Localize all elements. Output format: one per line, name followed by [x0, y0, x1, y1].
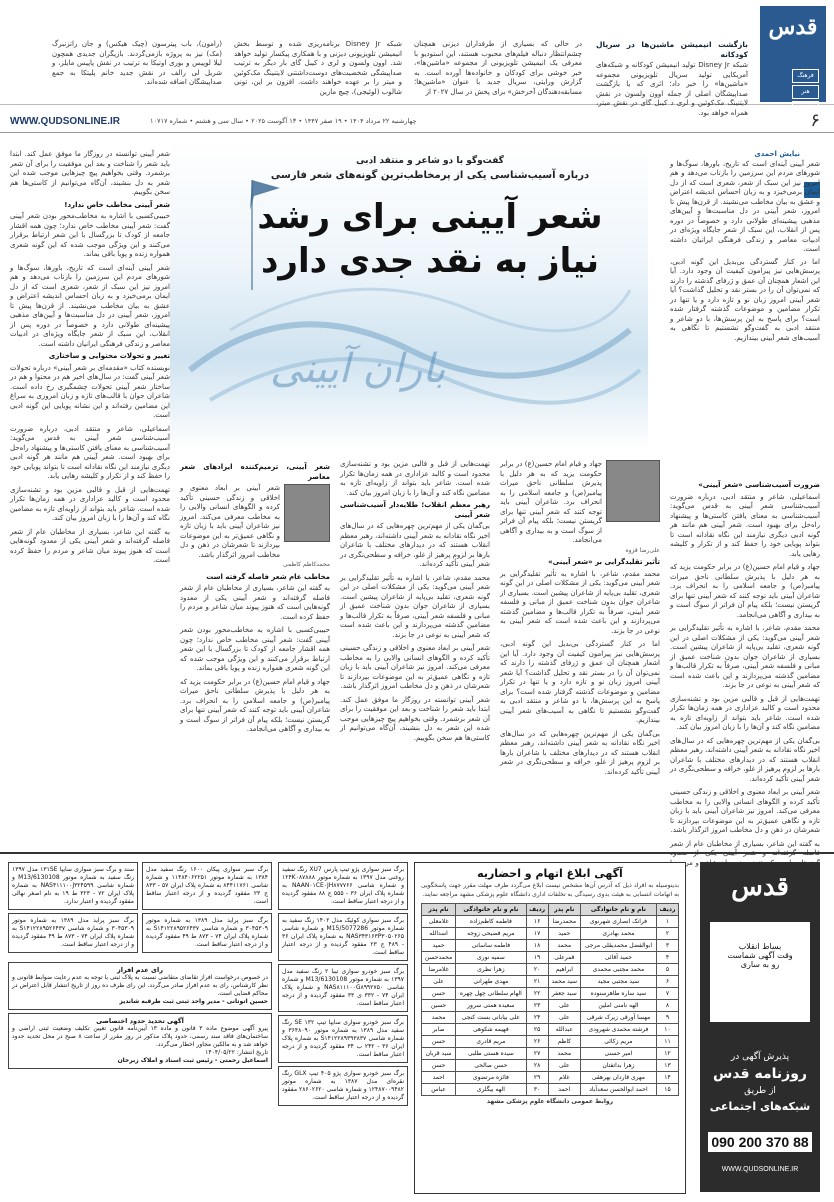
table-cell: سید مجتبی مجید: [580, 976, 656, 988]
brief-text: (رامون)، باب پیترسون (چیک هیکس) و جان راتزنبرگ (مک) نیز به پروژه بازمی‌گردند. بازیگران جدیدی همچون لیلا لوپیس و بوری اوتیکا به ترتیب در نقش پاپیس مایلز، و شریل لی رالف در نقش جدید خانم پلیتکا به جمع صداپیشگان اضافه شده‌اند.: [52, 40, 222, 86]
page-header-bar: [0, 110, 834, 133]
article-text: شعر آیینی بر ابعاد معنوی و اخلاقی و زندگی حسینی تأکید کرده و الگوهای انسانی والایی را به مخاطب معرفی می‌کند. امروز نیز شاعران آیینی باید با زبان تازه و نگاهی عمیق‌تر به این موضوعات بپردازند تا شعرشان در ذهن و دل مخاطب امروز اثرگذار باشد.: [670, 788, 820, 834]
loss-notice: سند و برگ سبز سواری سایپا ۱۳۱SE مدل ۱۳۹۷ رنگ سفید به شماره موتور M13/6130108 و شماره شاسی NAS۴۱۱۱۰۰J۳۲۴۵۹۹ به شماره پلاک ایران ۷۲ - ۳۲۳ ط ۱۹ به نام اصغر نهالی مفقود گردیده و اعتبار ندارد.: [8, 862, 138, 910]
article-text: محمد مقدم، شاعر، با اشاره به تأثیر تقلیدگرایی بر شعر آیینی می‌گوید: یکی از مشکلات اصلی در این گونه شعری، تقلید بی‌پایه از شاعران پیشین است. بسیاری از شاعران جوان بدون شناخت عمیق از مبانی و فلسفه شعر آیینی، صرفاً به تکرار قالب‌ها و مضامین گذشته می‌پردازند و این باعث شده است که شعر آیینی به نوعی در جا بزند.: [340, 573, 490, 639]
table-cell: علی: [548, 1000, 580, 1012]
table-cell: ۵: [656, 964, 678, 976]
table-cell: علی: [548, 1012, 580, 1024]
table-cell: سیده هستی طلبی: [456, 1048, 527, 1060]
table-cell: ۲۹: [526, 1072, 548, 1084]
brief-text: در حالی که بسیاری از طرفداران دیزنی همچنان چشم‌انتظار دنباله فیلم‌های محبوب هستند، این استودیو با معرفی یک انیمیشن تلویزیونی از مجموعه «ماشین‌ها»، خبر خوشی برای کودکان و خانواده‌ها آورده است. به گزارش ورایتی، سریال جدید با عنوان «ماشین‌ها؛ مسابقه‌دهندگان آخرخش» برای پخش در سال ۲۰۲۷ از: [414, 40, 582, 96]
loss-notice: برگ سبز خودرو سواری سایپا تیپ SE ۱۳۲ رنگ سفید مدل ۱۳۸۹ به شماره موتور ۳۶۴۸۰۹۰ و شماره شاسی S۱۴۱۲۲۸۹۳۹۳۸۳۷ به شماره پلاک ایران ۳۶ - ۲۴۲ ب ۳۴ مفقود گردیده و از درجه اعتبار ساقط است.: [278, 1015, 408, 1063]
legal-notice: [8, 962, 272, 1010]
article-text: جهاد و قیام امام حسین(ع) در برابر حکومت یزید که به هر دلیل با پذیرش سلطانی ناحق میراث پیامبر(ص) و جامعه اسلامی را به انحراف برد. شاعران آیینی باید توجه کنند که شعر آیینی تنها برای گریستن نیست؛ بلکه پیام آن فراتر از سوگ است و به بیداری و آگاهی می‌انجامد.: [500, 460, 602, 544]
promo-ad: [700, 862, 820, 1192]
table-cell: ۱۰: [656, 1024, 678, 1036]
table-cell: حمید آقائی: [580, 952, 656, 964]
table-row: [422, 952, 679, 964]
article-text: اما در کنار گستردگی بی‌بدیل این گونه ادبی، پرسش‌هایی نیز پیرامون کیفیت آن وجود دارد. آیا این اشعار همچنان آن عمق و ژرفای گذشته را دارند که نمی‌توان آن را در بستر نقد و تحلیل گذاشت؟ آیا شعر آیینی امروز زبان نو و تازه دارد و یا تنها در تکرار مضامین و موضوعات گذشته گرفتار شده است؟ برای پاسخ به این پرسش‌ها، با دو شاعر و منتقد ادبی به گفت‌وگو نشستیم تا نگاهی به آسیب‌های شعر آیینی بیندازیم.: [500, 640, 660, 724]
article-text: محمد مقدم، شاعر، با اشاره به تأثیر تقلیدگرایی بر شعر آیینی می‌گوید: یکی از مشکلات اصلی در این گونه شعری، تقلید بی‌پایه از شاعران پیشین است. بسیاری از شاعران جوان بدون شناخت عمیق از مبانی و فلسفه شعر آیینی، صرفاً به تکرار قالب‌ها و مضامین گذشته می‌پردازند و این باعث شده است که شعر آیینی به نوعی در جا بزند.: [500, 569, 660, 635]
table-cell: فهیمه شکوهی: [456, 1024, 527, 1036]
table-cell: محمد بهادری: [580, 928, 656, 940]
table-cell: ۲۱: [526, 976, 548, 988]
table-cell: ۱۴: [656, 1072, 678, 1084]
article-text: به گفته این شاعر، بسیاری از مخاطبان عام از شعر فاصله گرفته‌اند و شعر آیینی یکی از معدود گونه‌هایی است که هنوز پیوند میان شاعر و مردم را حفظ کرده است.: [10, 527, 170, 564]
table-cell: حمید: [548, 928, 580, 940]
table-cell: مریم فصیحی زوجه: [456, 928, 527, 940]
brief-text: شبکه Disney Jr تولید انیمیشن کودکانه و شبکه‌های آمریکایی تولید سریال تلویزیونی مجموعه «ماشین‌ها» را خبر داد؛ اثری که یا بازگشت صداپیشگان اصلی از جمله اوون ولسون در نقش لایتنینگ مک‌کوئین و لری د کیبل گای در نقش میتر، همراه خواهد بود.: [596, 61, 749, 117]
table-row: [422, 988, 679, 1000]
section-logo: [760, 6, 826, 127]
article-text: تهمت‌هایی از قبل و قالبی مزین بود و تشنه‌سازی محدود است و کالبد عزاداری در همه زمان‌ها تکرار شده است. شاعر باید بتواند از زاویه‌ای تازه به مضامین نگاه کند و آن‌ها را با زبان امروز بیان کند.: [340, 460, 490, 497]
column-header: ردیف: [526, 904, 548, 916]
table-cell: حسین: [422, 1000, 456, 1012]
issue-date-line: چهارشنبه ۲۲ مرداد ۱۴۰۴ • ۱۹ صفر ۱۴۴۷ • ۱۳ آگوست ۲۰۲۵ • سال سی و هشتم • شماره ۱۰۷۱۷: [150, 117, 417, 125]
table-cell: ۱۹: [526, 952, 548, 964]
article-text: شعر آیینی بر ابعاد معنوی و اخلاقی و زندگی حسینی تأکید کرده و الگوهای انسانی والایی را به مخاطب معرفی می‌کند. امروز نیز شاعران آیینی باید با زبان تازه و نگاهی عمیق‌تر به این موضوعات بپردازند تا شعرشان در ذهن و دل مخاطب امروز اثرگذار باشد.: [180, 484, 280, 559]
article-col-6: [10, 150, 170, 566]
subheading: تغییر و تحولات محتوایی و ساختاری: [48, 352, 170, 360]
site-url[interactable]: WWW.QUDSONLINE.IR: [10, 116, 120, 127]
article-col-2: [670, 478, 820, 878]
author-photo-2: [284, 484, 330, 542]
table-cell: مهری قاردان بهرهقی: [580, 1072, 656, 1084]
table-cell: علی: [422, 976, 456, 988]
loss-notice: برگ سبز سواری پیکان ۱۶۰۰ رنگ سفید مدل ۱۳۸۴ به شماره موتور ۱۱۴۸۴۰۶۲۲۵۱ و شماره شاسی ۸۴۴۱۱۷۶۱ به شماره پلاک ایران ۵۷ - ۸۳۳ ج ۲۳ مفقود گردیده و از درجه اعتبار ساقط است.: [142, 862, 272, 910]
table-cell: سمیه نوری: [456, 952, 527, 964]
article-col-1: [670, 150, 820, 343]
table-cell: فاطمه ساسانی: [456, 940, 527, 952]
table-cell: محمد: [422, 1012, 456, 1024]
column-header: نام و نام خانوادگی: [580, 904, 656, 916]
column-header: نام پدر: [548, 904, 580, 916]
table-cell: ۱۱: [656, 1036, 678, 1048]
registry-notices: [8, 962, 272, 1069]
article-artwork: [170, 140, 648, 450]
calligraphy-art: [170, 140, 648, 450]
table-cell: صابر: [422, 1024, 456, 1036]
table-cell: کاظم: [548, 1036, 580, 1048]
article-kicker-1: گفت‌وگو با دو شاعر و منتقد ادبی: [356, 156, 504, 166]
table-row: [422, 940, 679, 952]
table-cell: عباس: [422, 1084, 456, 1096]
table-cell: سید قربان: [422, 1048, 456, 1060]
table-cell: مهسا آورقی زیرک شرقی: [580, 1012, 656, 1024]
promo-url[interactable]: WWW.QUDSONLINE.IR: [721, 1166, 799, 1173]
loss-column-1: [278, 862, 408, 1106]
table-cell: ۲: [656, 928, 678, 940]
legal-notice-date: تاریخ انتشار: ۱۴۰۴/۰۵/۲۲: [205, 1049, 268, 1056]
table-cell: سید ساره طاهرسنوده: [580, 988, 656, 1000]
table-cell: ۸: [656, 1000, 678, 1012]
loss-column-3: [8, 862, 138, 956]
table-header-row: [422, 904, 679, 916]
column-header: نام پدر: [422, 904, 456, 916]
article-text: اسماعیلی، شاعر و منتقد ادبی، درباره ضرورت آسیب‌شناسی شعر آیینی به قدس می‌گوید: آسیب‌شناسی به معنای یافتن کاستی‌ها و پیشنهاد راه‌حل برای بهبود است. شعر آیینی هم مانند هر گونه ادبی دیگری نیازمند این نگاه نقادانه است تا بتواند پویایی خود را حفظ کند و از تکرار و کلیشه رهایی یابد.: [670, 492, 820, 558]
table-cell: اسدالله: [422, 928, 456, 940]
table-cell: ۱۵: [656, 1084, 678, 1096]
article-text: تهمت‌هایی از قبل و قالبی مزین بود و تشنه‌سازی محدود است و کالبد عزاداری در همه زمان‌ها تکرار شده است. شاعر باید بتواند از زاویه‌ای تازه به مضامین نگاه کند و آن‌ها را با زبان امروز بیان کند.: [10, 485, 170, 522]
table-cell: ۲۴: [526, 1012, 548, 1024]
loss-notice: برگ سبز سواری پژو تیپ پارس XU7 رنگ سفید روغنی مدل ۱۳۹۷ به شماره موتور ۱۲۴K۰۸۷۸۸۸ و شماره شاسی NAAN۰۱CE۰JH۸۷۷۷۶۶ به شماره پلاک ایران ۳۶ - ۵۵۵ ج ۸۸ مفقود گردیده و از درجه اعتبار ساقط است.: [278, 862, 408, 910]
table-row: [422, 1048, 679, 1060]
table-cell: زهرا بداتفتان: [580, 1060, 656, 1072]
brief-2: [414, 40, 582, 97]
table-cell: حسن صالحی: [456, 1060, 527, 1072]
table-cell: فرشته محمدی شهرودی: [580, 1024, 656, 1036]
table-row: [422, 1072, 679, 1084]
table-cell: الهام سلطانی چهل چهره: [456, 988, 527, 1000]
article-text: به گفته این شاعر، بسیاری از مخاطبان عام از شعر فاصله گرفته‌اند و شعر آیینی یکی از معدود و: [670, 839, 820, 867]
article-kicker-2: درباره آسیب‌شناسی یکی از پرمخاطب‌ترین گونه‌های شعر فارسی: [270, 170, 590, 181]
table-cell: ۱۷: [526, 928, 548, 940]
notice-intro: بدینوسیله به افراد ذیل که آدرس آن‌ها مشخص نیست ابلاغ می‌گردد ظرف مهلت مقرر جهت پاسخگویی به اتهامات انتسابی به هیئت بدوی رسیدگی به تخلفات اداری دانشگاه علوم پزشکی مشهد مراجعه نمایند.: [421, 882, 679, 898]
article-text: بی‌گمان یکی از مهم‌ترین چهره‌هایی که در سال‌های اخیر نگاه نقادانه به شعر آیینی داشته‌اند، رهبر معظم انقلاب هستند که در دیدارهای مختلف با شاعران بارها بر لزوم پرهیز از غلو، خرافه و سطحی‌نگری در شعر آیینی تأکید کرده‌اند.: [340, 522, 490, 568]
logo-cell: هنر: [792, 85, 819, 99]
brief-3: [234, 40, 402, 97]
logo-cell: ادب: [792, 101, 819, 115]
table-cell: عبدالله: [548, 1024, 580, 1036]
loss-notice: برگ سبز سواری کوئیک مدل ۱۴۰۲ رنگ سفید به شماره موتور M15/5077286 و شماره شاسی NAS۳۴۳۱۶۳P۳۰۵۰۲۶۵ به شماره پلاک ایران ۳۶ - ۴۸۹ ج ۲۳ مفقود گردیده و از درجه اعتبار ساقط است.: [278, 913, 408, 961]
calligraphy-text: باران آیینی: [270, 346, 446, 392]
table-cell: ۱۸: [526, 940, 548, 952]
table-cell: احمد: [548, 1084, 580, 1096]
table-cell: سید محمد: [548, 976, 580, 988]
table-cell: علی بیابانی بست کنجی: [456, 1012, 527, 1024]
subheading: تأثیر تقلیدگرایی بر «شعر آیینی»: [548, 558, 660, 566]
table-row: [422, 1000, 679, 1012]
table-cell: حسن: [422, 1060, 456, 1072]
table-cell: ۳: [656, 940, 678, 952]
table-cell: قمرعلی: [548, 952, 580, 964]
notice-footer: روابط عمومی دانشگاه علوم پزشکی مشهد: [486, 1098, 614, 1105]
loss-notice: برگ سبز خودرو سواری تیبا ۲ رنگ سفید مدل ۱۳۹۷ به شماره موتور M13/6130108 و شماره شاسی NAS۸۱۱۱۰۰G۸۹۹۲۷۵۰ و شماره پلاک ایران ۷۴ - ۳۳۲ ی ۳۳ مفقود گردیده و از درجه اعتبار ساقط است.: [278, 964, 408, 1012]
table-row: [422, 928, 679, 940]
article-text: حبیبی‌کسبی با اشاره به مخاطب‌محور بودن شعر آیینی گفت: شعر آیینی مخاطب خاص ندارد؛ چون همه اقشار جامعه از کودک تا بزرگسال با این شعر ارتباط برقرار می‌کنند و این ویژگی موجب شده که این گونه شعری همواره زنده و پویا باقی بماند.: [180, 626, 330, 672]
article-text: جهاد و قیام امام حسین(ع) در برابر حکومت یزید که به هر دلیل با پذیرش سلطانی ناحق میراث پیامبر(ص) و جامعه اسلامی را به انحراف برد. شاعران آیینی باید توجه کنند که شعر آیینی تنها برای گریستن نیست؛ بلکه پیام آن فراتر از سوگ است و به بیداری و آگاهی می‌انجامد.: [180, 677, 330, 733]
loss-column-2: [142, 862, 272, 956]
table-cell: غلامعلی: [422, 916, 456, 928]
table-cell: ۲۰: [526, 964, 548, 976]
photo-caption: علی‌رضا قزوه: [625, 546, 660, 554]
logo-cell: نظر: [792, 117, 819, 131]
page-number: ۶: [810, 110, 820, 131]
table-row: [422, 916, 679, 928]
column-header: نام و نام خانوادگی: [456, 904, 527, 916]
table-row: [422, 1012, 679, 1024]
table-cell: ۲۷: [526, 1048, 548, 1060]
promo-tagline-1: پذیرش آگهی در: [730, 1052, 790, 1062]
article-col2-text: اما در کنار گستردگی بی‌بدیل این گونه ادبی، پرسش‌هایی نیز پیرامون کیفیت آن وجود دارد. آیا این اشعار همچنان آن عمق و ژرفای گذشته را دارند که نمی‌توان آن را در بستر نقد و تحلیل گذاشت؟ آیا شعر آیینی امروز زبان نو و تازه دارد و یا تنها در تکرار مضامین و موضوعات گذشته گرفتار شده است؟ برای پاسخ به این پرسش‌ها، با دو شاعر و منتقد ادبی به گفت‌وگو نشستیم تا نگاهی به آسیب‌های شعر آیینی بیندازیم.: [670, 257, 820, 342]
table-cell: مریم قادری: [456, 1036, 527, 1048]
loss-notice: برگ سبز پراید مدل ۱۳۸۹ به شماره موتور ۳۰۴۵۳۰۹ و شماره شاسی S۱۴۱۲۲۸۹۵۲۶۴۳۷ به شماره پلاک ایران ۷۴ - ۸۷۳ ط ۴۹ مفقود گردیده و از درجه اعتبار ساقط است.: [8, 913, 138, 953]
table-cell: ۱۶: [526, 916, 548, 928]
table-cell: الهه بیگلری: [456, 1084, 527, 1096]
subheading: شعر آیینی، ترمیم‌کننده ایرادهای شعر معاصر: [180, 463, 330, 481]
photo-caption: محمدکاظم کاظمی: [283, 561, 330, 568]
table-cell: محمدرضا: [548, 916, 580, 928]
article-text: شعر آیینی بر ابعاد معنوی و اخلاقی و زندگی حسینی تأکید کرده و الگوهای انسانی والایی را به مخاطب معرفی می‌کند. امروز نیز شاعران آیینی باید با زبان تازه و نگاهی عمیق‌تر به این موضوعات بپردازند تا شعرشان در ذهن و دل مخاطب امروز اثرگذار باشد.: [340, 644, 490, 690]
table-cell: زهرا نظری: [456, 964, 527, 976]
article-text: به گفته این شاعر، بسیاری از مخاطبان عام از شعر فاصله گرفته‌اند و شعر آیینی یکی از معدود گونه‌هایی است که هنوز پیوند میان شاعر و مردم را حفظ کرده است.: [180, 584, 330, 621]
logo-cell: فرهنگ: [792, 69, 819, 83]
legal-notice-text: پیرو آگهی موضوع ماده ۳ قانون و ماده ۱۳ آیین‌نامه قانون تعیین تکلیف وضعیت ثبتی اراضی و ساختمان‌های فاقد سند رسمی، حدود پلاک مذکور در روز مقرر از ساعت ۸ صبح در محل تحدید حدود خواهد شد و به مالکین مجاور اخطار می‌گردد.: [12, 1025, 269, 1048]
table-row: [422, 976, 679, 988]
table-cell: ۱۲: [656, 1048, 678, 1060]
promo-tagline-4: شبکه‌های اجتماعی: [709, 1100, 811, 1113]
table-cell: غلام: [548, 1072, 580, 1084]
table-cell: فائزه مرتضوی: [456, 1072, 527, 1084]
table-row: [422, 1024, 679, 1036]
legal-notice: [8, 1013, 272, 1069]
subheading: ضرورت آسیب‌شناسی «شعر آیینی»: [698, 481, 820, 489]
article-text: شعر آیینی توانسته در روزگار ما موفق عمل کند. ابتدا باید شعر را شناخت و بعد این موفقیت را برای آن شعر برشمرد. وقتی بخواهیم پیچ چیزهایی موجب شده این شعر به دل بنشیند، آن‌گاه می‌توانیم از کاستی‌ها هم سخن بگوییم.: [10, 150, 170, 196]
article-text: بی‌گمان یکی از مهم‌ترین چهره‌هایی که در سال‌های اخیر نگاه نقادانه به شعر آیینی داشته‌اند، رهبر معظم انقلاب هستند که در دیدارهای مختلف با شاعران بارها بر لزوم پرهیز از غلو، خرافه و سطحی‌نگری در شعر آیینی تأکید کرده‌اند.: [670, 736, 820, 783]
article-col-4: [340, 460, 490, 743]
article-text: محمد مقدم، شاعر، با اشاره به تأثیر تقلیدگرایی بر شعر آیینی می‌گوید: یکی از مشکلات اصلی در این گونه شعری، تقلید بی‌پایه از شاعران پیشین است. بسیاری از شاعران جوان بدون شناخت عمیق از مبانی و فلسفه شعر آیینی، صرفاً به تکرار قالب‌ها و مضامین گذشته می‌پردازند و این باعث شده است که شعر آیینی به نوعی در جا بزند.: [670, 624, 820, 689]
logo-section-grid: [766, 68, 820, 127]
article-text: شعر آیینی توانسته در روزگار ما موفق عمل کند. ابتدا باید شعر را شناخت و بعد این موفقیت را برای آن شعر برشمرد. وقتی بخواهیم پیچ چیزهایی موجب شده این شعر به دل بنشیند، آن‌گاه می‌توانیم از کاستی‌ها هم سخن بگوییم.: [340, 695, 490, 742]
promo-logo: قدس: [731, 872, 789, 902]
brief-text: شبکه Disney Jr برنامه‌ریزی شده و توسط بخش انیمیشن تلویزیونی دیزنی و با همکاری پیکسار تولید خواهد شد. اوون ولسون و لری د کیبل گای بار دیگر به ترتیب صداپیشگی شخصیت‌های دوست‌داشتنی لایتنینگ مک‌کوئین و میتر را بر عهده خواهند داشت. افزون بر این، تونی شالوب (لوئیجی)، چیچ مارین: [234, 40, 402, 96]
table-cell: علی: [548, 1060, 580, 1072]
table-cell: محمد: [548, 1048, 580, 1060]
brief-4: [52, 40, 222, 88]
table-cell: حسن: [422, 1036, 456, 1048]
logo-text: قدس: [768, 14, 818, 40]
table-cell: مهدی طهرانی: [456, 976, 527, 988]
table-cell: محمد: [548, 940, 580, 952]
table-cell: ۷: [656, 988, 678, 1000]
article-col-3: [500, 460, 660, 777]
article-text: اسماعیلی، شاعر و منتقد ادبی، درباره ضرورت آسیب‌شناسی شعر آیینی به قدس می‌گوید: آسیب‌شناسی به معنای یافتن کاستی‌ها و پیشنهاد راه‌حل برای بهبود است. شعر آیینی هم مانند هر گونه ادبی دیگری نیازمند این نگاه نقادانه است تا بتواند پویایی خود را حفظ کند و از تکرار و کلیشه رهایی یابد.: [10, 424, 170, 480]
article-text: تهمت‌هایی از قبل و قالبی مزین بود و تشنه‌سازی محدود است و کالبد عزاداری در همه زمان‌ها تکرار شده است. شاعر باید بتواند از زاویه‌ای تازه به مضامین نگاه کند و آن‌ها را با زبان امروز بیان کند.: [670, 694, 820, 731]
table-cell: الهه نامنی املین: [580, 1000, 656, 1012]
article-lead: شعر آیینی آینه‌ای است که تاریخ، باورها، سوگ‌ها و شورهای مردم این سرزمین را بازتاب می‌دهد و هم امروز نیز این سبک از شعر، شعری است که از دل ایمان برمی‌خیزد و به زبان احساس اندیشه اعتراض و عشق به بیان مخاطب می‌نشیند. از قرن‌ها پیش تا امروز، شعر آیینی در دل مناسبت‌ها و آیین‌های مذهبی پیشینه‌ای طولانی دارد و خصوصاً در دوره پس از انقلاب، این سبک از شعر جایگاه ویژه‌ای در ادبیات معاصر و زندگی فرهنگی ایرانیان داشته است.: [670, 159, 820, 253]
names-table: [421, 903, 679, 1096]
table-cell: سید جعفر: [548, 988, 580, 1000]
table-cell: ۲۵: [526, 1024, 548, 1036]
promo-tagline-3: از طریق: [744, 1086, 776, 1096]
table-cell: ۲۸: [526, 1060, 548, 1072]
promo-phone[interactable]: 090 200 370 88: [708, 1132, 812, 1152]
subheading: مخاطب عام شعر فاصله گرفته است: [206, 572, 330, 581]
table-cell: ۳۰: [526, 1084, 548, 1096]
table-cell: ابراهیم: [548, 964, 580, 976]
table-row: [422, 1084, 679, 1096]
table-cell: ۴: [656, 952, 678, 964]
table-cell: احمد: [422, 1072, 456, 1084]
table-cell: غلامرضا: [422, 964, 456, 976]
article-text: حبیبی‌کسبی با اشاره به مخاطب‌محور بودن شعر آیینی گفت: شعر آیینی مخاطب خاص ندارد؛ چون همه اقشار جامعه از کودک تا بزرگسال با این شعر ارتباط برقرار می‌کنند و این ویژگی موجب شده که این گونه شعری همواره زنده و پویا باقی بماند.: [10, 212, 170, 258]
article-author: نیایش احمدی: [754, 150, 800, 158]
column-header: ردیف: [656, 904, 678, 916]
table-cell: ۱: [656, 916, 678, 928]
article-col-5: [180, 460, 330, 735]
legal-notice-signature: حسین اتوتانی - مدیر واحد ثبتی ثبت طرقبه شاندیز: [119, 998, 268, 1005]
loss-notice: برگ سبز خودرو سواری پژو ۴۰۵ تیپ GLX رنگ نقره‌ای مدل ۱۳۸۷ به شماره موتور ۱۲۴۸۷۰۰۹۴۸۲ و شماره شاسی ۲۸۶۰۲۶۲۰ مفقود گردیده و از درجه اعتبار ساقط است.: [278, 1066, 408, 1106]
article-text: جهاد و قیام امام حسین(ع) در برابر حکومت یزید که به هر دلیل با پذیرش سلطانی ناحق میراث پیامبر(ص) و جامعه اسلامی را به انحراف برد. شاعران آیینی باید توجه کنند که شعر آیینی تنها برای گریستن نیست؛ بلکه پیام آن فراتر از سوگ است و به بیداری و آگاهی می‌انجامد.: [670, 563, 820, 619]
table-cell: فرانک انصاری شهرنوی: [580, 916, 656, 928]
table-cell: سعیده همتی سرور: [456, 1000, 527, 1012]
legal-notice-text: در خصوص درخواست افراز تقاضای متقاضی نسبت به پلاک ثبتی با توجه به عدم رعایت ضوابط قانونی و نظر کارشناس، رای به عدم افراز صادر می‌گردد. این رای ظرف ده روز از تاریخ انتشار قابل اعتراض در محاکم قضایی است.: [12, 974, 268, 997]
legal-notice-signature: اسماعیل رحمتی - رئیس ثبت اسناد و املاک زبرخان: [117, 1057, 268, 1064]
subheading: شعر آیینی مخاطب خاص ندارد!: [64, 200, 170, 209]
subheading: رهبر معظم انقلاب؛ طلایه‌دار آسیب‌شناسی شعر آیینی: [340, 501, 490, 519]
legal-notice-title: رای عدم افراز: [117, 966, 163, 974]
table-row: [422, 964, 679, 976]
table-cell: ۲۳: [526, 1000, 548, 1012]
table-cell: ابوالفضل محمدیقلی مرجی: [580, 940, 656, 952]
table-cell: ۱۳: [656, 1060, 678, 1072]
table-cell: امیر حسنی: [580, 1048, 656, 1060]
article-text: نویسنده کتاب «مقدمه‌ای بر شعر آیینی» درباره تحولات شعر آیینی گفت: در سال‌های اخیر هم در محتوا و هم در ساختار شعر آیینی تحولات چشمگیری رخ داده است. شاعران جوان با قالب‌های تازه و زبان امروزی به سراغ این مضامین رفته‌اند و این نشانه پویایی این گونه ادبی است.: [10, 363, 170, 419]
table-cell: محمدحسن: [422, 952, 456, 964]
table-cell: مریم زکائی: [580, 1036, 656, 1048]
brief-title: بازگشت انیمیشن ماشین‌ها در سریال کودکانه: [596, 40, 748, 59]
table-cell: ۹: [656, 1012, 678, 1024]
table-row: [422, 1060, 679, 1072]
loss-notice: برگ سبز پراید مدل ۱۳۸۹ به شماره موتور ۳۰۴۵۳۰۹ و شماره شاسی S۱۴۱۲۲۸۹۵۲۶۴۳۷ به شماره پلاک ایران ۷۴ - ۸۷۳ ط ۴۹ مفقود گردیده و از درجه اعتبار ساقط است.: [142, 913, 272, 953]
summons-notice: [414, 862, 686, 1194]
article-text: بی‌گمان یکی از مهم‌ترین چهره‌هایی که در سال‌های اخیر نگاه نقادانه به شعر آیینی داشته‌اند، رهبر معظم انقلاب هستند که در دیدارهای مختلف با شاعران بارها بر لزوم پرهیز از غلو، خرافه و سطحی‌نگری در شعر آیینی تأکید کرده‌اند.: [500, 729, 660, 776]
table-row: [422, 1036, 679, 1048]
table-cell: احمد ابوالحسن سعدآباد: [580, 1084, 656, 1096]
table-cell: محمد مجتبی محمدی: [580, 964, 656, 976]
table-cell: فاطمه کاظم‌زاده: [456, 916, 527, 928]
table-cell: ۲۶: [526, 1036, 548, 1048]
table-cell: ۲۲: [526, 988, 548, 1000]
article-headline-line2: نیاز به نقد جدی دارد: [260, 241, 600, 281]
author-photo-1: [606, 460, 660, 522]
promo-tagline-2: روزنامه قدس: [713, 1066, 807, 1082]
article-headline-line1: شعر آیینی برای رشد: [257, 197, 603, 237]
table-cell: حمید: [422, 940, 456, 952]
table-cell: ۶: [656, 976, 678, 988]
table-cell: حسن: [422, 988, 456, 1000]
notice-title: آگهی ابلاغ اتهام و احضاریه: [477, 867, 623, 880]
brief-1: [596, 40, 748, 118]
legal-notice-title: آگهی تحدید حدود اختصاصی: [96, 1017, 184, 1025]
article-text: شعر آیینی آینه‌ای است که تاریخ، باورها، سوگ‌ها و شورهای مردم این سرزمین را بازتاب می‌دهد و هم امروز نیز این سبک از شعر، شعری است که از دل ایمان برمی‌خیزد و به زبان احساس اندیشه اعتراض و عشق به بیان مخاطب می‌نشیند. از قرن‌ها پیش تا امروز، شعر آیینی در دل مناسبت‌ها و آیین‌های مذهبی پیشینه‌ای طولانی دارد و خصوصاً در دوره پس از انقلاب، این سبک از شعر جایگاه ویژه‌ای در ادبیات معاصر و زندگی فرهنگی ایرانیان داشته است.: [10, 263, 170, 348]
promo-phone-screen: بساط انقلاب وقت آگهی شماست رو به ساری: [710, 922, 810, 1022]
